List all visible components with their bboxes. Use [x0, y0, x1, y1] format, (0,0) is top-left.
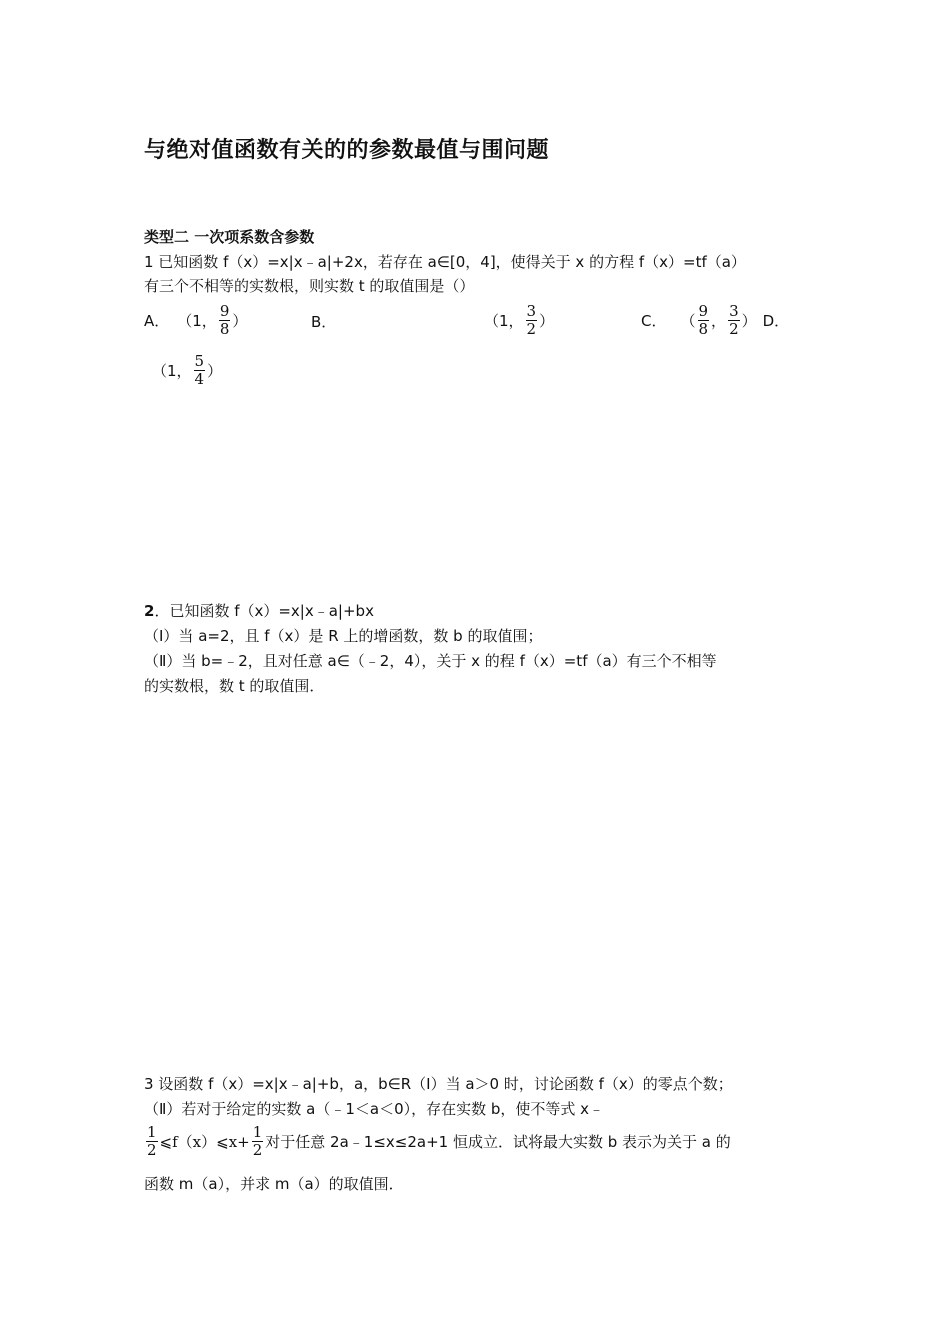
option-c-numerator-2: 3 — [729, 302, 739, 320]
option-d-numerator: 5 — [194, 352, 205, 370]
option-d-close: ） — [207, 362, 223, 380]
q2-line3: （Ⅱ）当 b=﹣2，且对任意 a∈（﹣2，4），关于 x 的程 f（x）=tf（a）有三个不相等 — [144, 652, 717, 670]
q3-inequality-middle: ⩽f（x）⩽x+ — [159, 1133, 250, 1151]
option-c-denominator-1: 8 — [698, 320, 709, 338]
option-b-open: （1， — [484, 312, 524, 330]
option-d-label: D． — [762, 312, 790, 330]
option-b-label: B． — [311, 313, 337, 331]
option-c-fraction-1 — [698, 304, 710, 337]
q2-line1 — [144, 600, 374, 622]
option-c-open: （ — [680, 312, 696, 330]
option-d-fraction — [194, 354, 206, 387]
option-b-numerator: 3 — [526, 302, 537, 320]
option-c — [641, 304, 789, 337]
q3-line1: 3 设函数 f（x）=x|x﹣a|+b，a，b∈R（Ⅰ）当 a＞0 时，讨论函数 f（x）的零点个数； — [144, 1075, 733, 1093]
page-title: 与绝对值函数有关的的参数最值与围问题 — [144, 138, 550, 163]
option-a-open: （1， — [177, 312, 217, 330]
option-c-close: ） — [741, 312, 757, 330]
q3-fraction-2 — [252, 1125, 264, 1158]
q2-line2: （Ⅰ）当 a=2，且 f（x）是 R 上的增函数，数 b 的取值围； — [144, 627, 543, 645]
q1-line2: 有三个不相等的实数根，则实数 t 的取值围是（） — [144, 277, 475, 295]
option-a-close: ） — [232, 312, 248, 330]
option-c-separator: ， — [711, 312, 727, 330]
q2-line4: 的实数根，数 t 的取值围． — [144, 677, 325, 695]
q3-numerator-2: 1 — [252, 1123, 263, 1141]
option-b-label-wrap — [311, 311, 336, 332]
option-b-denominator: 2 — [526, 320, 537, 338]
option-a-denominator: 8 — [219, 320, 230, 338]
q3-fraction-1 — [146, 1125, 158, 1158]
option-c-denominator-2: 2 — [729, 320, 739, 338]
option-b-fraction — [526, 304, 538, 337]
option-a-numerator: 9 — [219, 302, 230, 320]
q1-line1: 1 已知函数 f（x）=x|x﹣a|+2x，若存在 a∈[0，4]，使得关于 x 的方程 f（x）=tf（a） — [144, 253, 746, 271]
option-c-label: C． — [641, 312, 667, 330]
option-d-denominator: 4 — [194, 370, 205, 388]
option-a-fraction — [219, 304, 231, 337]
option-a — [144, 304, 247, 337]
q2-line1-text: ．已知函数 f（x）=x|x﹣a|+bx — [154, 602, 374, 620]
option-d — [152, 354, 222, 387]
q3-line3 — [144, 1125, 731, 1158]
q3-numerator-1: 1 — [147, 1123, 157, 1141]
option-c-fraction-2 — [728, 304, 740, 337]
q3-line3-rest: 对于任意 2a﹣1≤x≤2a+1 恒成立．试将最大实数 b 表示为关于 a 的 — [265, 1133, 731, 1151]
q3-denominator-1: 2 — [147, 1141, 157, 1159]
option-b-close: ） — [539, 312, 555, 330]
option-c-numerator-1: 9 — [698, 302, 709, 320]
q3-line4: 函数 m（a），并求 m（a）的取值围． — [144, 1175, 404, 1193]
option-a-label: A． — [144, 312, 170, 330]
option-b — [484, 304, 554, 337]
q2-number: 2 — [144, 602, 155, 620]
q3-line2: （Ⅱ）若对于给定的实数 a（﹣1＜a＜0），存在实数 b，使不等式 x﹣ — [144, 1100, 605, 1118]
q3-denominator-2: 2 — [252, 1141, 263, 1159]
section-heading: 类型二 一次项系数含参数 — [144, 228, 315, 246]
option-d-open: （1， — [152, 362, 192, 380]
